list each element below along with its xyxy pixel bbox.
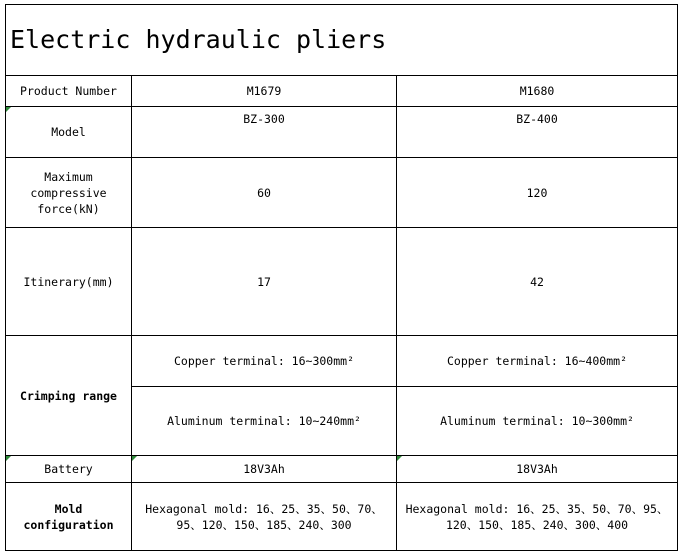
- crimping-range-label: Crimping range: [20, 388, 117, 403]
- model-m1680: BZ-400: [516, 112, 558, 126]
- mold-configuration-label: Mold configuration: [23, 502, 114, 532]
- itinerary-m1679: 17: [257, 274, 271, 289]
- header-product-number: Product Number: [20, 84, 117, 98]
- battery-label: Battery: [44, 462, 93, 476]
- model-m1679: BZ-300: [243, 112, 285, 126]
- itinerary-m1680: 42: [530, 274, 544, 289]
- force-label: Maximum compressive force(kN): [30, 169, 107, 216]
- spec-table: [5, 4, 678, 551]
- header-m1680: M1680: [519, 84, 555, 98]
- model-label: Model: [51, 125, 86, 139]
- copper-terminal-m1679: Copper terminal: 16~300mm²: [173, 354, 354, 368]
- mold-m1680: Hexagonal mold: 16、25、35、50、70、95、120、150、185、240、300、400: [405, 502, 669, 532]
- battery-m1679: 18V3Ah: [243, 462, 285, 476]
- aluminum-terminal-m1680: Aluminum terminal: 10~300mm²: [440, 414, 634, 428]
- table-title: Electric hydraulic pliers: [6, 5, 677, 76]
- header-m1679: M1679: [246, 84, 282, 98]
- mold-m1679: Hexagonal mold: 16、25、35、50、70、95、120、150、185、240、300: [145, 502, 383, 532]
- force-m1680: 120: [526, 185, 548, 200]
- battery-m1680: 18V3Ah: [516, 462, 558, 476]
- copper-terminal-m1680: Copper terminal: 16~400mm²: [446, 354, 627, 368]
- aluminum-terminal-m1679: Aluminum terminal: 10~240mm²: [167, 414, 361, 428]
- force-m1679: 60: [257, 185, 271, 200]
- itinerary-label: Itinerary(mm): [23, 274, 114, 289]
